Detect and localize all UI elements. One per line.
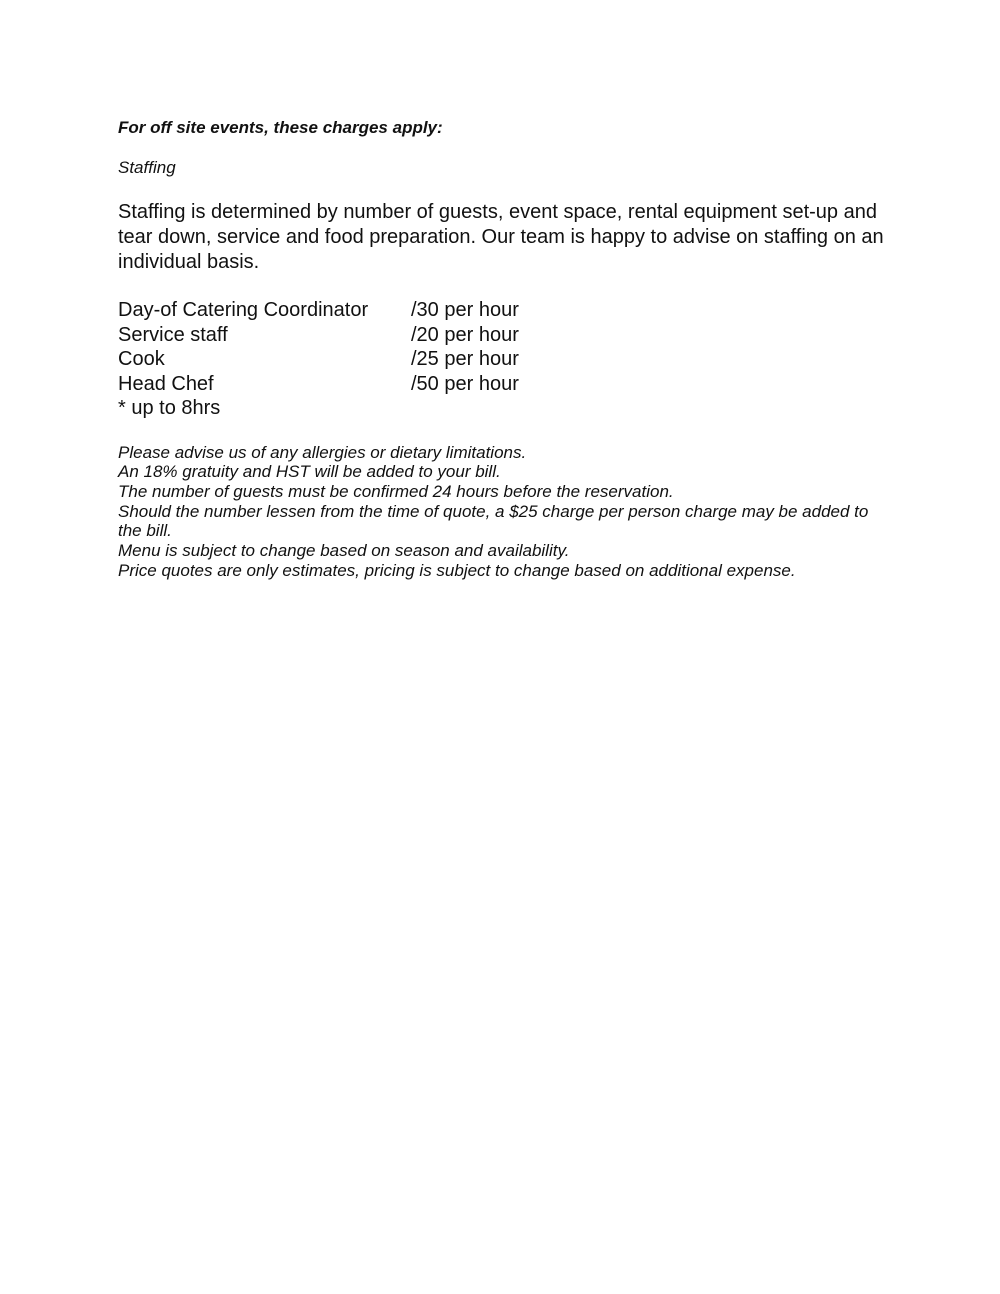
note-line: Please advise us of any allergies or dietary limitations. — [118, 442, 527, 462]
rate-price: /50 per hour — [411, 372, 519, 395]
note-line: Price quotes are only estimates, pricing is subject to change based on additional expense. — [118, 560, 796, 580]
rate-role: Head Chef — [118, 372, 214, 395]
rates-footnote: * up to 8hrs — [118, 397, 221, 419]
rate-row — [118, 298, 888, 323]
rate-price: /25 per hour — [411, 348, 519, 370]
note-line: The number of guests must be confirmed 24 hours before the reservation. — [118, 481, 674, 501]
note-line: An 18% gratuity and HST will be added to your bill. — [118, 462, 501, 482]
staffing-rates-list — [118, 298, 888, 421]
note-line: Menu is subject to change based on season and availability. — [118, 541, 570, 561]
policy-notes — [118, 443, 888, 581]
rate-price: /30 per hour — [411, 299, 519, 321]
section-subheading: Staffing — [118, 158, 176, 177]
rate-row — [118, 347, 888, 372]
rate-role: Day-of Catering Coordinator — [118, 299, 369, 321]
rate-row — [118, 372, 888, 397]
intro-paragraph: Staffing is determined by number of guests, event space, rental equipment set-up and tear down, service and food preparation. Our team is happy to advise on staffing on an individual basis. — [118, 201, 884, 273]
rate-row — [118, 323, 888, 348]
note-line: Should the number lessen from the time of quote, a $25 charge per person charge may be added to the bill. — [118, 501, 869, 541]
section-heading: For off site events, these charges apply: — [118, 118, 443, 137]
rate-price: /20 per hour — [411, 323, 519, 346]
rate-role: Service staff — [118, 323, 228, 346]
document-page — [118, 116, 888, 580]
rate-role: Cook — [118, 348, 165, 370]
